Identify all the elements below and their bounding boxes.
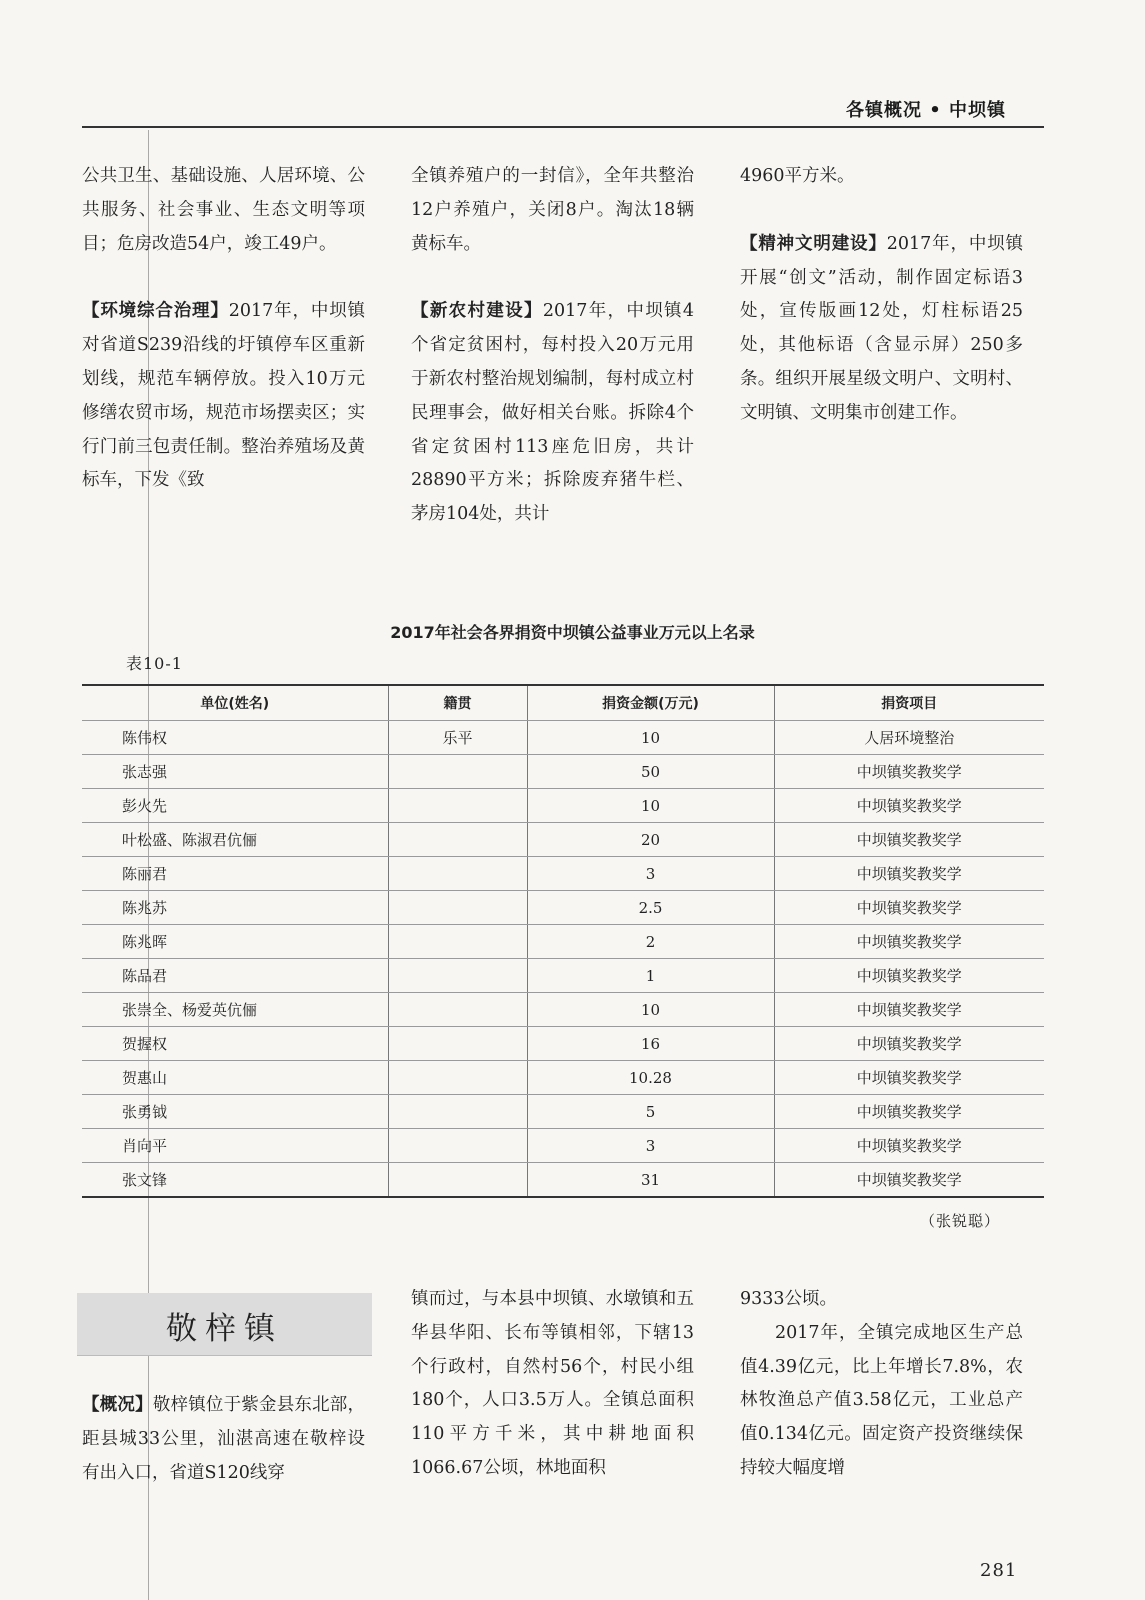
cell-amount: 16 (527, 1027, 774, 1061)
cell-project: 中坝镇奖教奖学 (774, 789, 1044, 823)
paragraph: 4960平方米。 (740, 166, 855, 186)
table-row (82, 789, 1044, 823)
cell-project: 中坝镇奖教奖学 (774, 1027, 1044, 1061)
cell-amount: 2.5 (527, 891, 774, 925)
author-credit: （张锐聪） (920, 1212, 1001, 1230)
table-header-row (82, 685, 1044, 721)
bottom-column-1 (82, 1389, 365, 1490)
cell-project: 中坝镇奖教奖学 (774, 925, 1044, 959)
cell-project: 中坝镇奖教奖学 (774, 755, 1044, 789)
paragraph: 9333公顷。 (740, 1289, 838, 1309)
cell-origin (388, 1163, 527, 1198)
cell-amount: 3 (527, 857, 774, 891)
table-row (82, 993, 1044, 1027)
table-row (82, 1027, 1044, 1061)
cell-amount: 31 (527, 1163, 774, 1198)
keyword-heading: 【概况】 (82, 1395, 153, 1415)
cell-donor: 陈兆晖 (82, 925, 388, 959)
cell-donor: 贺握权 (82, 1027, 388, 1061)
header-rule (82, 126, 1044, 128)
cell-origin (388, 993, 527, 1027)
column-header-origin: 籍贯 (388, 685, 527, 721)
table-row (82, 1061, 1044, 1095)
paragraph-environment: 【环境综合治理】2017年，中坝镇对省道S239沿线的圩镇停车区重新划线，规范车辆停放。投入10万元修缮农贸市场，规范市场摆卖区；实行门前三包责任制。整治养殖场及黄标车，下发《致 (82, 301, 365, 491)
cell-project: 中坝镇奖教奖学 (774, 891, 1044, 925)
cell-amount: 1 (527, 959, 774, 993)
cell-amount: 5 (527, 1095, 774, 1129)
town-title: 敬梓镇 (166, 1311, 283, 1347)
cell-origin (388, 823, 527, 857)
paragraph-civilization: 【精神文明建设】2017年，中坝镇开展“创文”活动，制作固定标语3处，宣传版画12处，灯柱标语25处，其他标语（含显示屏）250多条。组织开展星级文明户、文明村、文明镇、文明集市创建工作。 (740, 233, 1023, 423)
cell-amount: 3 (527, 1129, 774, 1163)
cell-origin: 乐平 (388, 721, 527, 755)
cell-project: 中坝镇奖教奖学 (774, 823, 1044, 857)
paragraph: 公共卫生、基础设施、人居环境、公共服务、社会事业、生态文明等项目；危房改造54户，竣工49户。 (82, 166, 365, 254)
column-header-project: 捐资项目 (774, 685, 1044, 721)
cell-amount: 10.28 (527, 1061, 774, 1095)
table-row (82, 1095, 1044, 1129)
cell-project: 中坝镇奖教奖学 (774, 1129, 1044, 1163)
page-number: 281 (980, 1560, 1018, 1581)
table-row (82, 721, 1044, 755)
cell-donor: 陈兆苏 (82, 891, 388, 925)
cell-donor: 陈品君 (82, 959, 388, 993)
table-row (82, 857, 1044, 891)
top-column-1 (82, 160, 365, 498)
cell-amount: 10 (527, 789, 774, 823)
cell-origin (388, 1129, 527, 1163)
table-row (82, 755, 1044, 789)
paragraph: 镇而过，与本县中坝镇、水墩镇和五华县华阳、长布等镇相邻，下辖13个行政村，自然村56个，村民小组180个，人口3.5万人。全镇总面积110平方千米，其中耕地面积1066.67公顷，林地面积 (411, 1289, 694, 1478)
cell-origin (388, 959, 527, 993)
cell-donor: 张勇钺 (82, 1095, 388, 1129)
cell-amount: 2 (527, 925, 774, 959)
cell-donor: 张文锋 (82, 1163, 388, 1198)
cell-donor: 陈伟权 (82, 721, 388, 755)
bottom-column-2 (411, 1283, 694, 1486)
cell-donor: 肖向平 (82, 1129, 388, 1163)
cell-origin (388, 857, 527, 891)
cell-project: 中坝镇奖教奖学 (774, 1163, 1044, 1198)
paragraph: 全镇养殖户的一封信》，全年共整治12户养殖户，关闭8户。淘汰18辆黄标车。 (411, 166, 694, 254)
cell-project: 中坝镇奖教奖学 (774, 857, 1044, 891)
cell-project: 中坝镇奖教奖学 (774, 959, 1044, 993)
cell-project: 中坝镇奖教奖学 (774, 1095, 1044, 1129)
table-row (82, 891, 1044, 925)
top-column-2 (411, 160, 694, 532)
paragraph-overview: 【概况】敬梓镇位于紫金县东北部，距县城33公里，汕湛高速在敬梓设有出入口，省道S120线穿 (82, 1395, 366, 1483)
running-header: 各镇概况 • 中坝镇 (846, 100, 1007, 121)
cell-project: 中坝镇奖教奖学 (774, 993, 1044, 1027)
cell-project: 人居环境整治 (774, 721, 1044, 755)
table-row (82, 823, 1044, 857)
table-title: 2017年社会各界捐资中坝镇公益事业万元以上名录 (390, 623, 755, 642)
keyword-heading: 【精神文明建设】 (740, 233, 887, 254)
cell-amount: 20 (527, 823, 774, 857)
cell-donor: 叶松盛、陈淑君伉俪 (82, 823, 388, 857)
cell-donor: 陈丽君 (82, 857, 388, 891)
bottom-column-3 (740, 1283, 1023, 1486)
cell-origin (388, 1095, 527, 1129)
column-header-donor: 单位(姓名) (82, 685, 388, 721)
cell-origin (388, 789, 527, 823)
column-header-amount: 捐资金额(万元) (527, 685, 774, 721)
cell-origin (388, 1027, 527, 1061)
keyword-heading: 【新农村建设】 (411, 301, 543, 322)
top-column-3 (740, 160, 1023, 431)
cell-donor: 张崇全、杨爱英伉俪 (82, 993, 388, 1027)
table-row (82, 1163, 1044, 1198)
cell-amount: 50 (527, 755, 774, 789)
table-row (82, 959, 1044, 993)
table-row (82, 1129, 1044, 1163)
cell-origin (388, 1061, 527, 1095)
cell-donor: 贺惠山 (82, 1061, 388, 1095)
donation-table (82, 684, 1044, 1198)
cell-donor: 张志强 (82, 755, 388, 789)
cell-origin (388, 891, 527, 925)
paragraph-economy: 2017年，全镇完成地区生产总值4.39亿元，比上年增长7.8%，农林牧渔总产值3.58亿元，工业总产值0.134亿元。固定资产投资继续保持较大幅度增 (740, 1322, 1023, 1478)
cell-amount: 10 (527, 993, 774, 1027)
keyword-heading: 【环境综合治理】 (82, 301, 229, 322)
cell-origin (388, 925, 527, 959)
cell-donor: 彭火先 (82, 789, 388, 823)
cell-project: 中坝镇奖教奖学 (774, 1061, 1044, 1095)
paragraph-new-village: 【新农村建设】2017年，中坝镇4个省定贫困村，每村投入20万元用于新农村整治规划编制，每村成立村民理事会，做好相关台账。拆除4个省定贫困村113座危旧房，共计28890平方米；拆除废弃猪牛栏、茅房104处，共计 (411, 301, 695, 525)
cell-amount: 10 (527, 721, 774, 755)
table-label: 表10-1 (126, 654, 183, 673)
cell-origin (388, 755, 527, 789)
table-row (82, 925, 1044, 959)
